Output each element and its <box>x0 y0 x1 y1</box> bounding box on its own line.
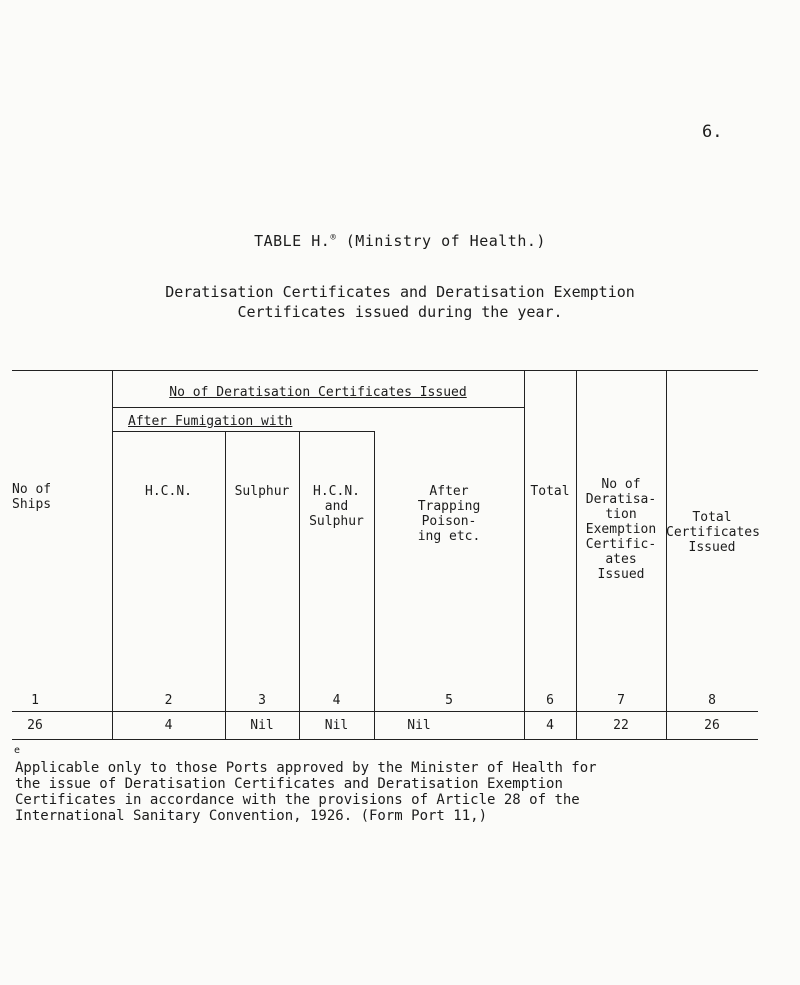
col-number-3: 3 <box>258 693 266 708</box>
col-number-8: 8 <box>708 693 716 708</box>
row-cell-total-certificates: 26 <box>704 718 720 733</box>
subtitle-line-1: Deratisation Certificates and Deratisation Exemption <box>165 283 635 301</box>
group-header-rule <box>112 407 524 408</box>
page-number: 6. <box>702 122 723 142</box>
subgroup-header: After Fumigation with <box>128 414 293 429</box>
table-bottom-rule <box>12 739 758 740</box>
footnote: Applicable only to those Ports approved by the Minister of Health for the issue of Deratisation Certificates and Deratisation Exemption Certificates in accordance with the provisions of Article 28 of the International Sanitary Convention, 1926. (Form Port 11,) <box>15 760 597 824</box>
header-bottom-rule <box>12 711 758 712</box>
col-rule-5 <box>524 370 525 739</box>
col-header-hcn: H.C.N. <box>145 484 192 499</box>
group-header: No of Deratisation Certificates Issued <box>169 385 467 400</box>
col-number-7: 7 <box>617 693 625 708</box>
row-cell-total: 4 <box>546 718 554 733</box>
col-header-hcn-and-sulphur: H.C.N. and Sulphur <box>309 484 364 529</box>
col-number-1: 1 <box>31 693 39 708</box>
row-cell-hcn-and-sulphur: Nil <box>324 718 349 733</box>
row-cell-trapping: Nil <box>407 718 431 733</box>
subtitle-line-2: Certificates issued during the year. <box>237 303 563 321</box>
title-suffix: (Ministry of Health.) <box>345 232 546 250</box>
table-title <box>0 232 800 250</box>
row-cell-ships: 26 <box>27 718 43 733</box>
col-header-trapping: After Trapping Poison- ing etc. <box>417 484 481 544</box>
col-header-total-certificates: Total Certificates Issued <box>666 510 760 555</box>
col-header-sulphur: Sulphur <box>234 484 290 499</box>
col-header-ships: No of Ships <box>12 482 52 512</box>
title-mark: ® <box>330 233 337 243</box>
col-number-5: 5 <box>445 693 453 708</box>
row-cell-sulphur: Nil <box>250 718 274 733</box>
title-prefix: TABLE H. <box>254 232 331 250</box>
table-top-rule <box>12 370 758 371</box>
footnote-mark: e <box>14 745 21 756</box>
col-header-exemption: No of Deratisa- tion Exemption Certific- ates Issued <box>585 477 657 582</box>
subgroup-header-rule <box>112 431 374 432</box>
col-number-4: 4 <box>332 693 341 708</box>
row-cell-hcn: 4 <box>164 718 173 733</box>
col-header-total: Total <box>530 484 570 499</box>
col-number-6: 6 <box>546 693 554 708</box>
row-cell-exemption: 22 <box>613 718 629 733</box>
col-number-2: 2 <box>164 693 173 708</box>
